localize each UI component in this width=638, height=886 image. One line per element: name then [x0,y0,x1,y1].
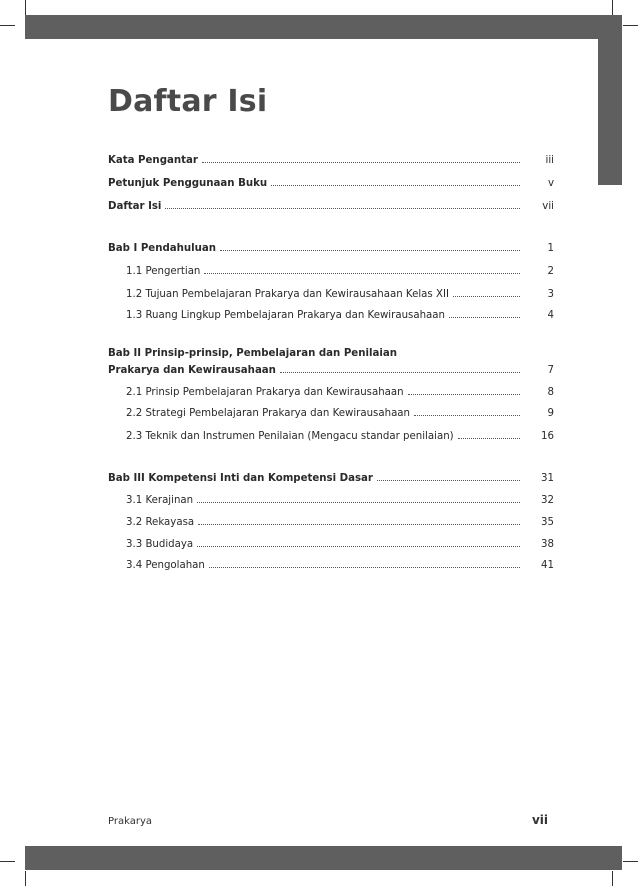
toc-entry-label: 1.3 Ruang Lingkup Pembelajaran Prakarya dan Kewirausahaan [126,310,445,321]
toc-entry[interactable] [126,534,554,550]
toc-entry[interactable] [108,173,554,189]
toc-entry-label: Bab I Pendahuluan [108,243,216,254]
toc-entry-page: vii [542,201,554,212]
toc-entry-page: 41 [541,560,554,571]
toc-entry-label: 3.4 Pengolahan [126,560,205,571]
leader-dots [453,296,520,297]
toc-entry-page: 7 [547,365,554,376]
crop-mark [612,0,613,15]
leader-dots [408,394,520,395]
leader-dots [209,567,520,568]
toc-entry-page: 32 [541,495,554,506]
toc-entry[interactable] [126,426,554,442]
toc-entry[interactable] [126,382,554,398]
toc-entry-page: 8 [547,387,554,398]
leader-dots [271,185,520,186]
toc-entry-label: 3.3 Budidaya [126,539,194,550]
toc-entry[interactable] [126,261,554,277]
leader-dots [280,372,520,373]
toc-entry-page: 35 [541,517,554,528]
toc-entry-page: 4 [547,310,554,321]
toc-entry[interactable] [126,490,554,506]
leader-dots [414,415,520,416]
crop-mark [0,861,15,862]
toc-entry[interactable] [108,360,554,376]
toc-entry[interactable] [126,403,554,419]
toc-entry-label: Prakarya dan Kewirausahaan [108,365,276,376]
toc-entry[interactable] [108,468,554,484]
side-tab [598,15,622,185]
toc-entry-page: v [547,178,554,189]
leader-dots [449,317,520,318]
crop-mark [25,871,26,886]
toc-entry-label: 3.2 Rekayasa [126,517,195,528]
toc-entry[interactable] [126,284,554,300]
toc-entry-label: Petunjuk Penggunaan Buku [108,178,268,189]
toc-entry-label: 2.1 Prinsip Pembelajaran Prakarya dan Kewirausahaan [126,387,404,398]
toc-entry-label-line1: Bab II Prinsip-prinsip, Pembelajaran dan Penilaian [108,348,397,359]
toc-entry-label: 1.1 Pengertian [126,266,201,277]
leader-dots [165,208,520,209]
footer-bar [25,846,622,870]
toc-entry-page: 1 [547,243,554,254]
page-title: Daftar Isi [108,84,268,119]
toc-entry[interactable] [126,555,554,571]
leader-dots [198,524,520,525]
crop-mark [623,25,638,26]
leader-dots [458,438,520,439]
toc-entry[interactable] [126,512,554,528]
leader-dots [197,546,520,547]
leader-dots [377,480,520,481]
leader-dots [204,273,520,274]
toc-entry-label: Daftar Isi [108,201,162,212]
toc-entry-label: 3.1 Kerajinan [126,495,194,506]
footer-book-title: Prakarya [108,816,152,827]
toc-entry-page: 16 [541,431,554,442]
toc-entry-page: 31 [541,473,554,484]
toc-entry-label: 2.3 Teknik dan Instrumen Penilaian (Mengacu standar penilaian) [126,431,454,442]
toc-entry[interactable] [108,150,554,166]
leader-dots [220,250,520,251]
leader-dots [202,162,520,163]
footer-page-number: vii [531,813,548,827]
toc-entry[interactable] [126,305,554,321]
toc-entry[interactable] [108,196,554,212]
toc-entry-label: 1.2 Tujuan Pembelajaran Prakarya dan Kewirausahaan Kelas XII [126,289,449,300]
toc-entry-page: 38 [541,539,554,550]
toc-entry-page: iii [545,155,554,166]
crop-mark [25,0,26,15]
leader-dots [197,502,520,503]
toc-entry[interactable] [108,238,554,254]
toc-entry-page: 3 [547,289,554,300]
toc-entry-label: 2.2 Strategi Pembelajaran Prakarya dan Kewirausahaan [126,408,411,419]
header-bar [25,15,622,39]
toc-entry-page: 2 [547,266,554,277]
toc-entry-label: Bab III Kompetensi Inti dan Kompetensi Dasar [108,473,373,484]
toc-entry-label: Kata Pengantar [108,155,198,166]
toc-entry-page: 9 [547,408,554,419]
crop-mark [623,861,638,862]
crop-mark [612,871,613,886]
crop-mark [0,25,15,26]
